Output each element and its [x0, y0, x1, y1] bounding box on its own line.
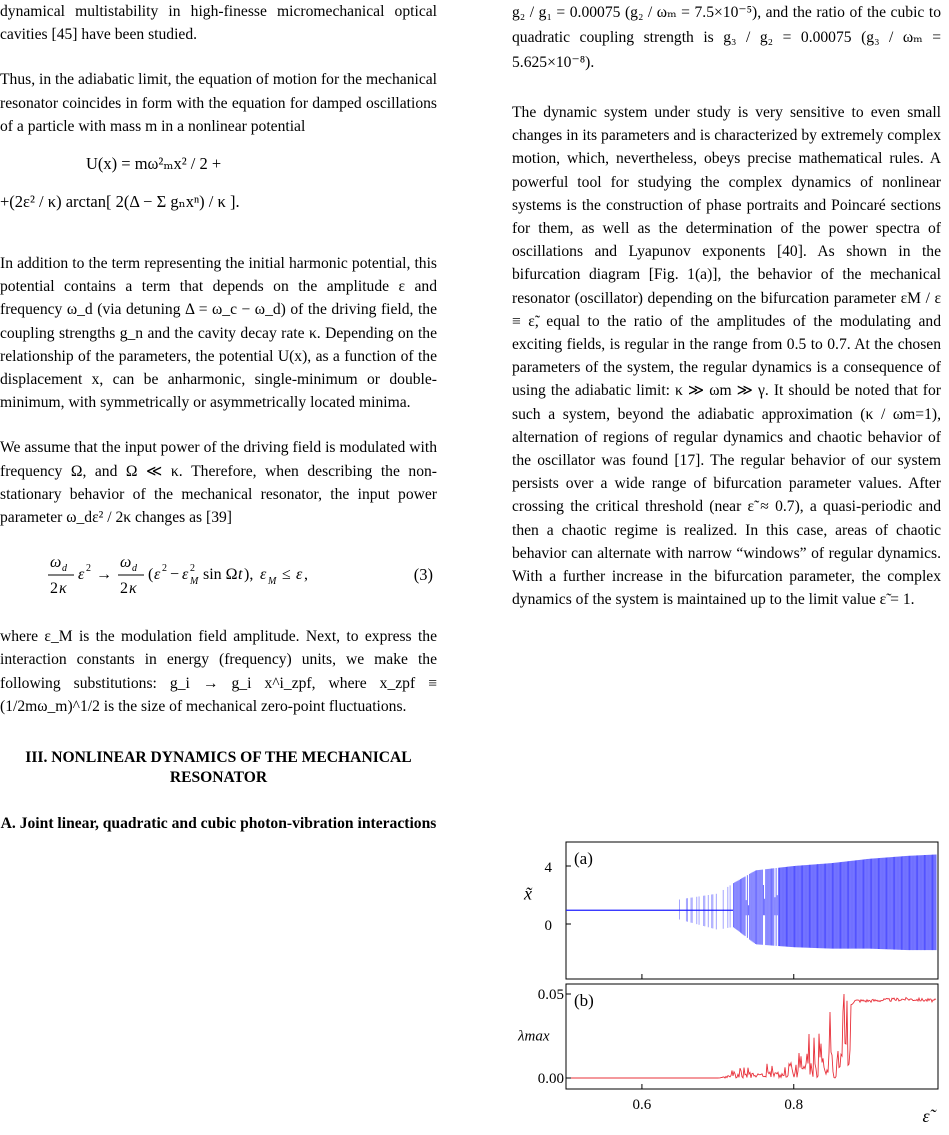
section-heading: III. NONLINEAR DYNAMICS OF THE MECHANICAL RESONATOR	[25, 749, 412, 787]
paragraph: where ε_M is the modulation field amplitude. Next, to express the interaction constants in energy (frequency) units, we make the following substitutions: g_i → g_i x^i_zpf, where x_zpf ≡ (1/2mω_m)^1/2 is the size of mechanical zero-point fluctuations.	[0, 628, 437, 715]
svg-text:ε: ε	[154, 566, 161, 584]
y-tick-label-b: 0.05	[537, 987, 564, 1003]
svg-text:→: →	[96, 566, 112, 584]
svg-text:2: 2	[50, 580, 58, 598]
x-axis-label: ε̃	[922, 1106, 930, 1126]
svg-text:t: t	[238, 566, 243, 584]
left-column	[0, 0, 437, 834]
svg-text:(: (	[148, 566, 154, 584]
figure-1	[512, 838, 949, 1130]
svg-text:M: M	[268, 576, 277, 588]
y-axis-label-b: λmax	[518, 1028, 550, 1045]
x-tick-label: 0.6	[632, 1097, 652, 1113]
svg-text:ε: ε	[260, 566, 267, 584]
equation-3	[0, 547, 437, 601]
figure-1-svg	[512, 838, 949, 1130]
svg-text:2: 2	[86, 563, 91, 575]
svg-text:≤: ≤	[282, 566, 291, 584]
svg-text:κ: κ	[59, 580, 67, 598]
equation-line: +(2ε² / κ) arctan[ 2(Δ − Σ gₙxⁿ) / κ ].	[0, 192, 240, 212]
svg-text:M: M	[190, 576, 199, 588]
panel-a-label: (a)	[574, 849, 593, 868]
y-tick-label-a: 4	[544, 860, 552, 876]
svg-text:sin Ω: sin Ω	[203, 566, 238, 584]
y-tick-label-b: 0.00	[537, 1071, 564, 1087]
paragraph: dynamical multistability in high-finesse micromechanical optical cavities [45] have been studied.	[0, 3, 437, 44]
panel-a	[523, 842, 938, 979]
paragraph: g₂ / g₁ = 0.00075 (g₂ / ωₘ = 7.5×10⁻⁵), and the ratio of the cubic to quadratic coupling strength is g₃ / g₂ = 0.00075 (g₃ / ωₘ = 5.625×10⁻⁸).	[512, 4, 941, 71]
svg-text:κ: κ	[129, 580, 137, 598]
svg-text:ε: ε	[182, 566, 189, 584]
right-column	[512, 0, 941, 611]
equation-line: U(x) = mω²ₘx² / 2 +	[86, 154, 222, 174]
svg-text:d: d	[132, 563, 137, 575]
paragraph: Thus, in the adiabatic limit, the equation of motion for the mechanical resonator coincides in form with the equation for damped oscillations of a particle with mass m in a nonlinear potential	[0, 71, 437, 135]
svg-text:,: ,	[304, 566, 308, 584]
svg-text:2: 2	[162, 563, 167, 575]
svg-text:d: d	[62, 563, 67, 575]
paragraph: In addition to the term representing the initial harmonic potential, this potential contains a term that depends on the amplitude ε and frequency ω_d (via detuning Δ = ω_c − ω_d) of the driving field, the coupling strengths g_n and the cavity decay rate κ. Depending on the relationship of the parameters, the potential U(x), as a function of the displacement x, can be anharmonic, single-minimum or double-minimum, with symmetrically or asymmetrically located minima.	[0, 255, 437, 412]
svg-text:ω: ω	[50, 554, 62, 572]
lyapunov-exponent-line	[567, 994, 936, 1078]
svg-text:ε: ε	[78, 566, 85, 584]
x-tick-label: 0.8	[784, 1097, 804, 1113]
svg-text:ω: ω	[120, 554, 132, 572]
panel-b	[517, 984, 938, 1126]
panel-b-label: (b)	[574, 991, 594, 1010]
y-axis-label-a: x̃	[524, 883, 532, 904]
subsection-heading: A. Joint linear, quadratic and cubic photon-vibration interactions	[0, 815, 437, 833]
svg-text:2: 2	[120, 580, 128, 598]
y-tick-label-a: 0	[544, 918, 552, 934]
svg-text:),: ),	[244, 566, 254, 584]
equation-number: (3)	[413, 565, 433, 585]
paragraph: The dynamic system under study is very sensitive to even small changes in its parameters and is characterized by extremely complex motion, which, nevertheless, obeys precise mathematical rules. A powerful tool for studying the complex dynamics of nonlinear systems is the construction of phase portraits and Poincaré sections for them, as well as the determination of the power spectra of oscillations and Lyapunov exponents [40]. As shown in the bifurcation diagram [Fig. 1(a)], the behavior of the mechanical resonator (oscillator) depending on the bifurcation parameter εM / ε ≡ ε̃, equal to the ratio of the amplitudes of the modulating and exciting fields, is regular in the range from 0.5 to 0.7. At the chosen parameters of the system, the regular dynamics is a consequence of using the adiabatic limit: κ ≫ ωm ≫ γ. It should be noted that for such a system, beyond the adiabatic approximation (κ / ωm=1), alternation of regions of regular dynamics and chaotic behavior of the oscillator was found [17]. The regular behavior of our system persists over a wide range of bifurcation parameter values. After crossing the critical threshold (near ε̃ ≈ 0.7), a quasi-periodic and then a chaotic regime is realized. In this case, areas of chaotic behavior can alternate with narrow “windows” of regular dynamics. With a further increase in the bifurcation parameter, the complex dynamics of the system is maintained up to the limit value ε̃ = 1.	[512, 104, 941, 609]
paragraph: We assume that the input power of the driving field is modulated with frequency Ω, and Ω ≪ κ. Therefore, when describing the non-stationary behavior of the mechanical resonator, the input power parameter ω_dε² / 2κ changes as [39]	[0, 439, 437, 527]
svg-text:2: 2	[190, 563, 195, 575]
equation-3-graphic	[48, 547, 428, 601]
svg-text:−: −	[170, 566, 180, 584]
equation-potential	[0, 152, 437, 238]
svg-text:ε: ε	[296, 566, 303, 584]
